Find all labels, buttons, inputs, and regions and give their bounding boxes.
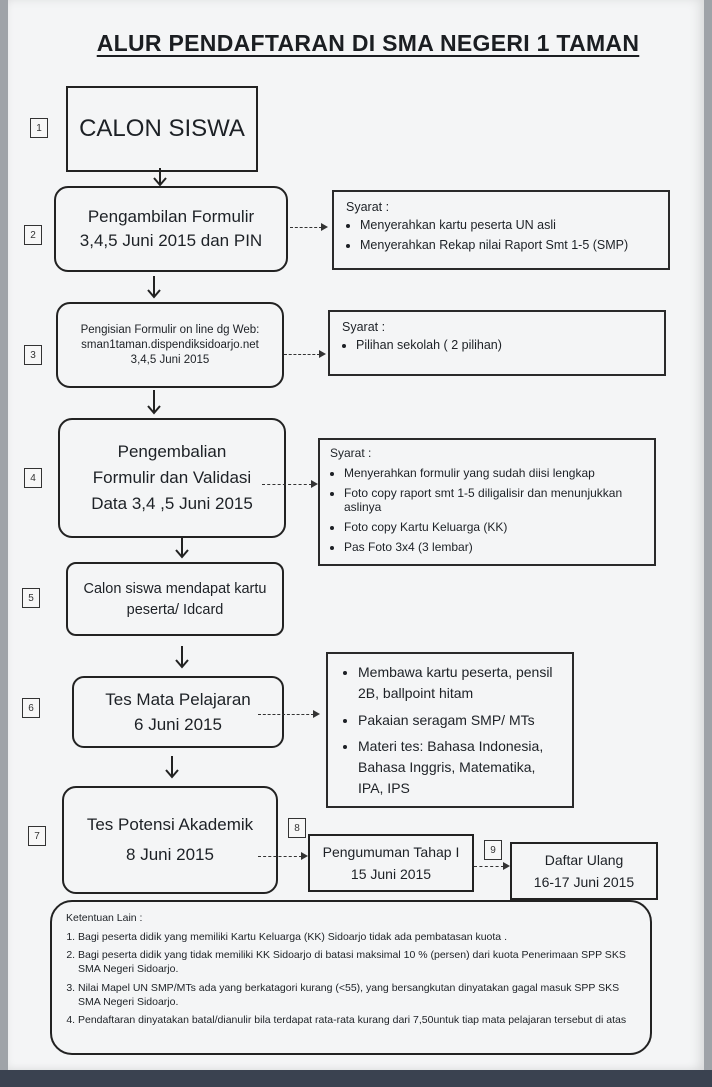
- requirements-step-4: [318, 438, 656, 566]
- requirement-item: • Foto copy Kartu Keluarga (KK): [344, 520, 644, 534]
- notes-header: Ketentuan Lain :: [66, 912, 143, 924]
- step-2-line1: Pengambilan Formulir: [87, 207, 255, 226]
- dashed-arrow-connector: [258, 856, 302, 857]
- requirement-item: • Menyerahkan formulir yang sudah diisi lengkap: [344, 466, 644, 480]
- step-number-7: 7: [28, 826, 46, 846]
- step-number-3: 3: [24, 345, 42, 365]
- step-8-line2: 15 Juni 2015: [350, 866, 432, 882]
- note-item: 4. Pendaftaran dinyatakan batal/dianulir bila terdapat rata-rata kurang dari 7,50untuk tiap mata pelajaran tersebut di atas: [78, 1013, 636, 1027]
- notes-box: [50, 900, 652, 1055]
- requirements-header: Syarat :: [330, 446, 372, 460]
- requirements-step-6: [326, 652, 574, 808]
- step-2-line2: 3,4,5 Juni 2015 dan PIN: [79, 231, 263, 250]
- requirements-step-3: [328, 310, 666, 376]
- page-title: ALUR PENDAFTARAN DI SMA NEGERI 1 TAMAN: [96, 30, 640, 56]
- step-9-line2: 16-17 Juni 2015: [533, 874, 635, 890]
- dashed-arrow-connector: [290, 227, 322, 228]
- dashed-arrow-connector: [262, 484, 312, 485]
- step-5-line1: Calon siswa mendapat kartu: [83, 580, 267, 597]
- step-3-line1: Pengisian Formulir on line dg Web:: [80, 324, 260, 336]
- dashed-arrow-connector: [284, 354, 320, 355]
- step-number-4: 4: [24, 468, 42, 488]
- step-7-box: [62, 786, 278, 894]
- dashed-arrow-connector: [474, 866, 504, 867]
- step-3-line2: sman1taman.dispendiksidoarjo.net: [81, 339, 259, 351]
- step-4-line1: Pengembalian: [117, 442, 227, 461]
- step-4-line2: Formulir dan Validasi: [92, 468, 252, 487]
- requirement-item: • Menyerahkan kartu peserta UN asli: [360, 218, 656, 232]
- arrow-down-icon: [150, 168, 170, 188]
- step-3-line3: 3,4,5 Juni 2015: [130, 354, 210, 366]
- step-5-line2: peserta/ Idcard: [126, 601, 224, 618]
- step-6-line2: 6 Juni 2015: [134, 714, 222, 734]
- arrow-down-icon: [144, 276, 164, 300]
- requirement-item: • Menyerahkan Rekap nilai Raport Smt 1-5 (SMP): [360, 238, 656, 252]
- note-item: 3. Nilai Mapel UN SMP/MTs ada yang berkatagori kurang (<55), yang bersangkutan dinyatakan gagal masuk SPP SKS SMA Negeri Sidoarjo.: [78, 981, 636, 1009]
- step-7-line2: 8 Juni 2015: [126, 845, 214, 864]
- arrow-down-icon: [172, 538, 192, 560]
- background-strip: [0, 1070, 712, 1087]
- arrow-down-icon: [172, 646, 192, 670]
- step-number-8: 8: [288, 818, 306, 838]
- step-number-2: 2: [24, 225, 42, 245]
- requirement-item: • Pilihan sekolah ( 2 pilihan): [356, 338, 652, 352]
- requirements-step-2: [332, 190, 670, 270]
- arrow-down-icon: [144, 390, 164, 416]
- step-6-box: [72, 676, 284, 748]
- arrow-down-icon: [162, 756, 182, 780]
- step-5-box: [66, 562, 284, 636]
- requirements-header: Syarat :: [346, 200, 390, 214]
- step-2-box: [54, 186, 288, 272]
- step-6-line1: Tes Mata Pelajaran: [105, 689, 251, 709]
- requirement-item: • Materi tes: Bahasa Indonesia, Bahasa Inggris, Matematika, IPA, IPS: [358, 736, 560, 799]
- step-8-box: [308, 834, 474, 892]
- dashed-arrow-connector: [258, 714, 314, 715]
- step-number-5: 5: [22, 588, 40, 608]
- step-1-box: [66, 86, 258, 172]
- step-number-9: 9: [484, 840, 502, 860]
- note-item: 2. Bagi peserta didik yang tidak memiliki KK Sidoarjo di batasi maksimal 10 % (persen) dari kuota Penerimaan SPP SKS SMA Negeri Sidoarjo.: [78, 948, 636, 976]
- note-item: 1. Bagi peserta didik yang memiliki Kartu Keluarga (KK) Sidoarjo tidak ada pembatasan kuota .: [78, 930, 636, 944]
- step-4-line3: Data 3,4 ,5 Juni 2015: [91, 494, 253, 513]
- step-8-line1: Pengumuman Tahap I: [322, 844, 460, 860]
- step-3-box: [56, 302, 284, 388]
- step-1-label: CALON SISWA: [79, 115, 245, 142]
- step-number-1: 1: [30, 118, 48, 138]
- step-number-6: 6: [22, 698, 40, 718]
- step-7-line1: Tes Potensi Akademik: [86, 815, 254, 834]
- step-9-box: [510, 842, 658, 900]
- requirement-item: • Pakaian seragam SMP/ MTs: [358, 712, 560, 728]
- requirement-item: • Pas Foto 3x4 (3 lembar): [344, 540, 644, 554]
- step-9-line1: Daftar Ulang: [544, 852, 624, 868]
- requirements-header: Syarat :: [342, 320, 386, 334]
- requirement-item: • Membawa kartu peserta, pensil 2B, ballpoint hitam: [358, 662, 560, 704]
- step-4-box: [58, 418, 286, 538]
- requirement-item: • Foto copy raport smt 1-5 diligalisir dan menunjukkan aslinya: [344, 486, 644, 514]
